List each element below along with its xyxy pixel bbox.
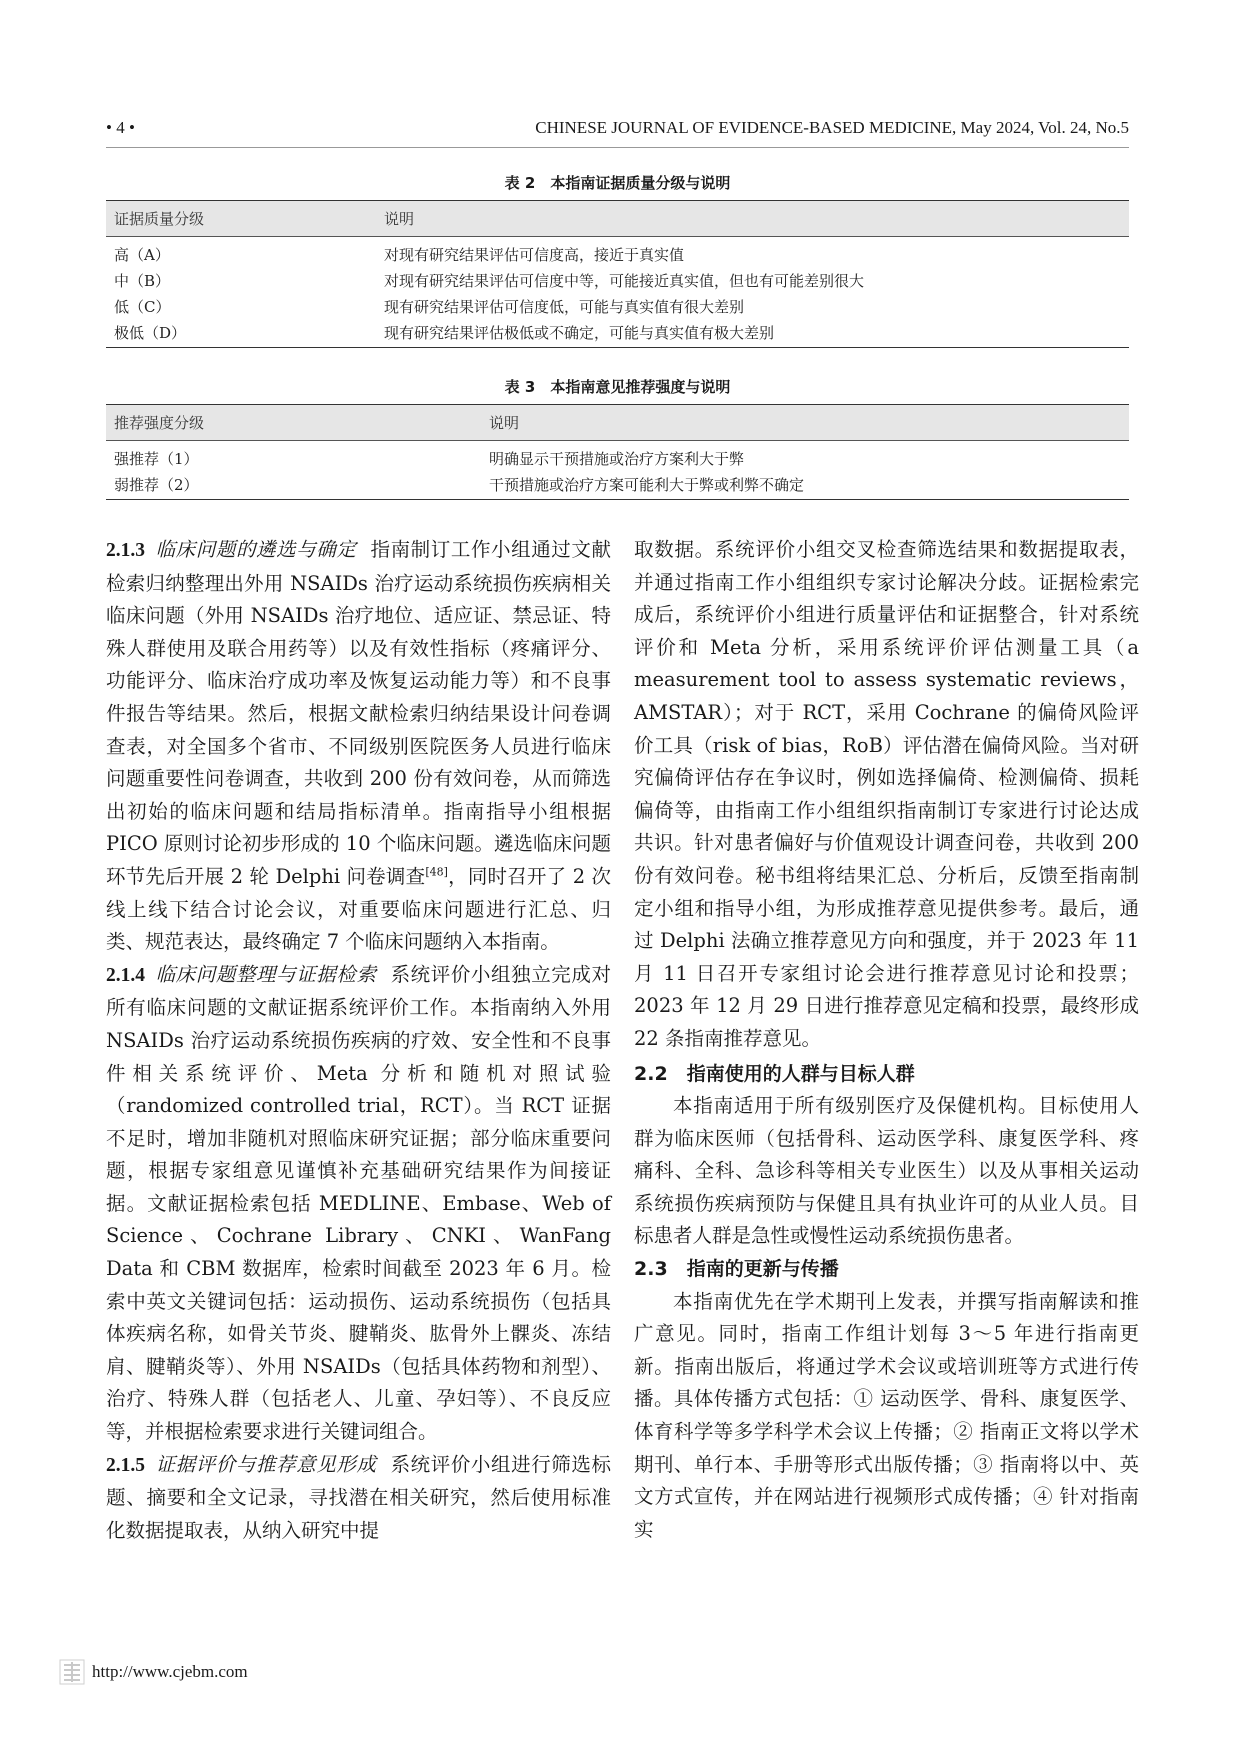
table2-cell: 对现有研究结果评估可信度高，接近于真实值: [384, 246, 685, 264]
section-number: 2.1.5: [106, 1454, 145, 1476]
section-number: 2.3: [634, 1258, 668, 1281]
header-rule: [106, 147, 1129, 148]
section-number: 2.1.3: [106, 540, 145, 561]
table-row: [106, 441, 1129, 473]
table2-cell: 低（C）: [114, 298, 171, 316]
table2-cell: 对现有研究结果评估可信度中等，可能接近真实值，但也有可能差别很大: [384, 272, 865, 290]
table-row: [106, 472, 1129, 500]
table2-header-grade: 证据质量分级: [106, 201, 376, 237]
table2-header-desc: 说明: [376, 201, 1129, 237]
section-title: 临床问题的遴选与确定: [155, 538, 357, 561]
journal-header: CHINESE JOURNAL OF EVIDENCE-BASED MEDICINE, May 2024, Vol. 24, No.5: [535, 118, 1129, 137]
table2-cell: 极低（D）: [106, 320, 376, 348]
section-number: 2.2: [634, 1062, 668, 1085]
table2-cell: 现有研究结果评估极低或不确定，可能与真实值有极大差别: [376, 320, 1129, 348]
table3-cell: 干预措施或治疗方案可能利大于弊或利弊不确定: [481, 472, 1129, 500]
table2: [106, 200, 1129, 348]
table2-cell: 现有研究结果评估可信度低，可能与真实值有很大差别: [384, 298, 745, 316]
left-column: [106, 534, 611, 1547]
section-2-3-heading: [634, 1253, 1139, 1286]
table3: [106, 404, 1129, 500]
footer-url-link[interactable]: http://www.cjebm.com: [92, 1662, 248, 1681]
table2-caption: 表 2 本指南证据质量分级与说明: [504, 174, 731, 192]
table-row: [106, 237, 1129, 269]
page-number: • 4 •: [106, 118, 135, 137]
section-number: 2.1.4: [106, 964, 145, 986]
paragraph-text: 本指南优先在学术期刊上发表，并撰写指南解读和推广意见。同时，指南工作组计划每 3～5 年进行指南更新。指南出版后，将通过学术会议或培训班等方式进行传播。具体传播方式包括：① 运动医学、骨科、康复医学、体育科学等多学科学术会议上传播；② 指南正文将以学术期刊、单行本、手册等形式出版传播；③ 指南将以中、英文方式宣传，并在网站进行视频形式成传播；④ 针对指南实: [634, 1289, 1139, 1541]
section-2-1-3: [106, 534, 611, 959]
table2-cell: 高（A）: [114, 246, 170, 264]
paragraph-text: 取数据。系统评价小组交叉检查筛选结果和数据提取表，并通过指南工作小组组织专家讨论解决分歧。证据检索完成后，系统评价小组进行质量评估和证据整合，针对系统评价和 Meta 分析，采用系统评价评估测量工具（a measurement tool to assess systematic reviews，AMSTAR）；对于 RCT，采用 Cochrane 的偏倚风险评价工具（risk of bias，RoB）评估潜在偏倚风险。当对研究偏倚评估存在争议时，例如选择偏倚、检测偏倚、损耗偏倚等，由指南工作小组组织指南制订专家进行讨论达成共识。针对患者偏好与价值观设计调查问卷，共收到 200 份有效问卷。秘书组将结果汇总、分析后，反馈至指南制定小组和指导小组，为形成推荐意见提供参考。最后，通过 Delphi 法确立推荐意见方向和强度，并于 2023 年 11 月 11 日召开专家组讨论会进行推荐意见讨论和投票；2023 年 12 月 29 日进行推荐意见定稿和投票，最终形成 22 条指南推荐意见。: [634, 538, 1139, 1050]
section-title: 证据评价与推荐意见形成: [155, 1452, 377, 1476]
table-row: [106, 268, 1129, 294]
table-row: [106, 294, 1129, 320]
section-2-1-5: [106, 1449, 611, 1548]
section-title: 指南使用的人群与目标人群: [686, 1062, 915, 1085]
paragraph-text: 指南制订工作小组通过文献检索归纳整理出外用 NSAIDs 治疗运动系统损伤疾病相关临床问题（外用 NSAIDs 治疗地位、适应证、禁忌证、特殊人群使用及联合用药等）以及有效性指标（疼痛评分、功能评分、临床治疗成功率及恢复运动能力等）和不良事件报告等结果。然后，根据文献检索归纳结果设计问卷调查表，对全国多个省市、不同级别医院医务人员进行临床问题重要性问卷调查，共收到 200 份有效问卷，从而筛选出初始的临床问题和结局指标清单。指南指导小组根据 PICO 原则讨论初步形成的 10 个临床问题。遴选临床问题环节先后开展 2 轮 Delphi 问卷调查: [106, 538, 611, 888]
table-row: [106, 320, 1129, 348]
table3-cell: 强推荐（1）: [114, 450, 199, 468]
section-title: 临床问题整理与证据检索: [155, 962, 377, 986]
table2-cell: 中（B）: [114, 272, 171, 290]
footer: [58, 1658, 248, 1686]
table3-cell: 弱推荐（2）: [106, 472, 481, 500]
paragraph-text: ，同时召开了 2 次线上线下结合讨论会议，对重要临床问题进行汇总、归类、规范表达，最终确定 7 个临床问题纳入本指南。: [106, 864, 612, 954]
table3-header-grade: 推荐强度分级: [106, 405, 481, 441]
section-title: 指南的更新与传播: [686, 1258, 839, 1281]
table3-caption: 表 3 本指南意见推荐强度与说明: [504, 378, 731, 396]
journal-logo-icon: [58, 1658, 86, 1686]
section-2-1-4: [106, 959, 611, 1449]
paragraph-text: 本指南适用于所有级别医疗及保健机构。目标使用人群为临床医师（包括骨科、运动医学科、康复医学科、疼痛科、全科、急诊科等相关专业医生）以及从事相关运动系统损伤疾病预防与保健且具有执业许可的从业人员。目标患者人群是急性或慢性运动系统损伤患者。: [634, 1094, 1139, 1248]
table3-cell: 明确显示干预措施或治疗方案利大于弊: [489, 450, 745, 468]
paragraph-text: 系统评价小组进行筛选标题、摘要和全文记录，寻找潜在相关研究，然后使用标准化数据提取表，从纳入研究中提: [106, 1452, 611, 1542]
citation-link[interactable]: [48]: [425, 865, 448, 879]
paragraph-text: 系统评价小组独立完成对所有临床问题的文献证据系统评价工作。本指南纳入外用 NSAIDs 治疗运动系统损伤疾病的疗效、安全性和不良事件相关系统评价、Meta 分析和随机对照试验（randomized controlled trial，RCT）。当 RCT 证据不足时，增加非随机对照临床研究证据；部分临床重要问题，根据专家组意见谨慎补充基础研究结果作为间接证据。文献证据检索包括 MEDLINE、Embase、Web of Science、Cochrane Library、CNKI、WanFang Data 和 CBM 数据库，检索时间截至 2023 年 6 月。检索中英文关键词包括：运动损伤、运动系统损伤（包括具体疾病名称，如骨关节炎、腱鞘炎、肱骨外上髁炎、冻结肩、腱鞘炎等）、外用 NSAIDs（包括具体药物和剂型）、治疗、特殊人群（包括老人、儿童、孕妇等）、不良反应等，并根据检索要求进行关键词组合。: [106, 962, 611, 1444]
table3-header-desc: 说明: [481, 405, 1129, 441]
section-2-2-heading: [634, 1058, 1139, 1091]
right-column: [634, 534, 1139, 1546]
